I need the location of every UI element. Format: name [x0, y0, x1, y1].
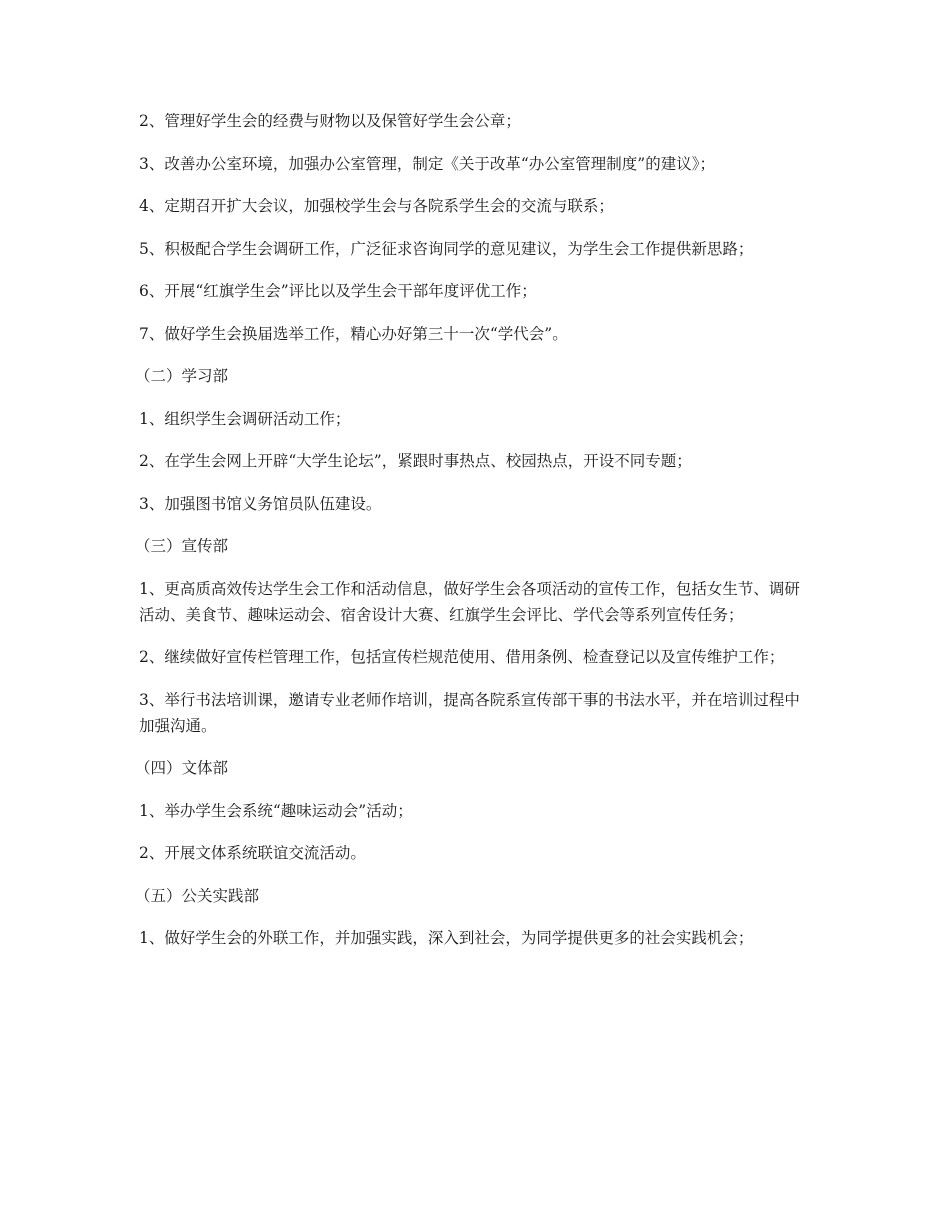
- list-item: 1、组织学生会调研活动工作；: [139, 409, 351, 428]
- section-heading-culture-sports-dept: （四）文体部: [135, 759, 229, 777]
- section-heading-public-relations-dept: （五）公关实践部: [135, 886, 260, 905]
- section-heading-publicity-dept: （三）宣传部: [135, 537, 229, 555]
- list-item: 5、积极配合学生会调研工作，广泛征求咨询同学的意见建议，为学生会工作提供新思路；: [139, 239, 754, 258]
- list-item: 1、举办学生会系统“趣味运动会”活动；: [139, 801, 413, 820]
- list-item: 1、做好学生会的外联工作，并加强实践，深入到社会，为同学提供更多的社会实践机会；: [139, 929, 754, 947]
- list-item: 4、定期召开扩大会议，加强校学生会与各院系学生会的交流与联系；: [139, 197, 614, 215]
- list-item: 6、开展“红旗学生会”评比以及学生会干部年度评优工作；: [139, 282, 537, 300]
- list-item: 2、继续做好宣传栏管理工作，包括宣传栏规范使用、借用条例、检查登记以及宣传维护工作；: [139, 648, 785, 666]
- list-item: 2、开展文体系统联谊交流活动。: [139, 844, 366, 862]
- list-item: 7、做好学生会换届选举工作，精心办好第三十一次“学代会”。: [139, 324, 568, 343]
- list-item: 3、举行书法培训课，邀请专业老师作培训，提高各院系宣传部干事的书法水平，并在培训过程中加强沟通。: [139, 690, 800, 735]
- list-item: 1、更高质高效传达学生会工作和活动信息，做好学生会各项活动的宣传工作，包括女生节、调研活动、美食节、趣味运动会、宿舍设计大赛、红旗学生会评比、学代会等系列宣传任务；: [139, 579, 800, 624]
- list-item: 2、在学生会网上开辟“大学生论坛”，紧跟时事热点、校园热点，开设不同专题；: [139, 452, 692, 470]
- list-item: 3、改善办公室环境，加强办公室管理，制定《关于改革“办公室管理制度”的建议》；: [139, 154, 715, 173]
- section-heading-study-dept: （二）学习部: [135, 367, 229, 385]
- document-body: [135, 108, 811, 968]
- list-item: 3、加强图书馆义务馆员队伍建设。: [139, 494, 382, 513]
- list-item: 2、管理好学生会的经费与财物以及保管好学生会公章；: [139, 112, 521, 130]
